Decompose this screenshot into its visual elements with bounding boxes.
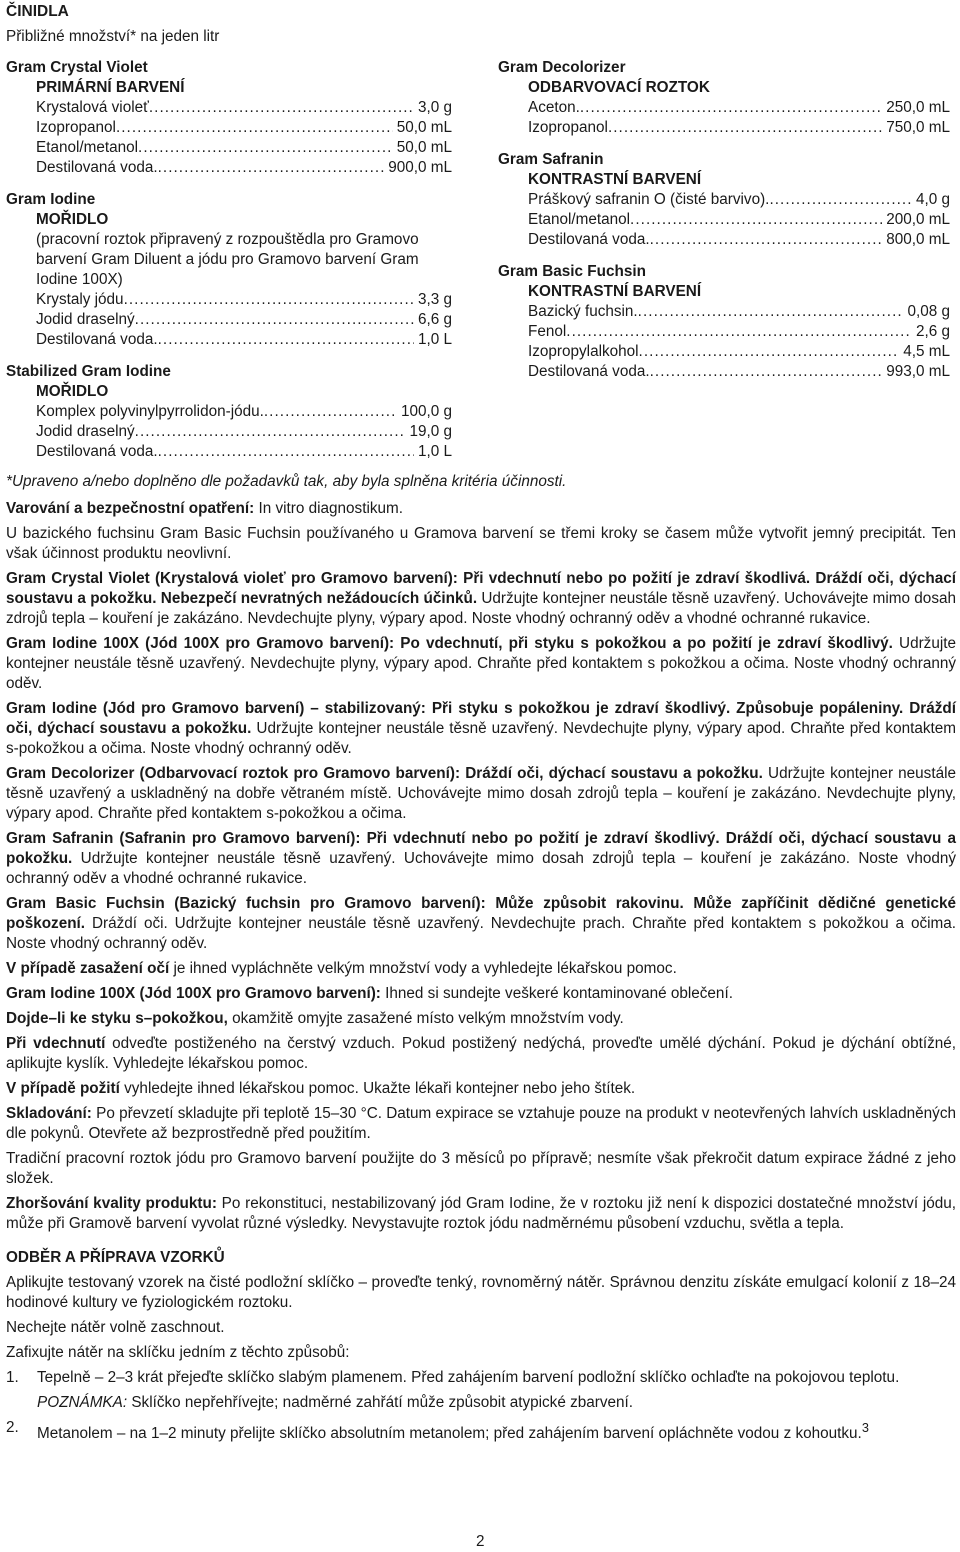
paragraph — [6, 499, 956, 519]
paragraph-text: Ihned si sundejte veškeré kontaminované oblečení. — [380, 985, 733, 1002]
paragraph: Nechejte nátěr volně zaschnout. — [6, 1319, 225, 1336]
ingredient-row — [6, 138, 452, 158]
ingredient-amount: 1,0 L — [417, 331, 452, 348]
ingredient-amount: 19,0 g — [409, 423, 452, 440]
paragraph — [6, 1034, 956, 1074]
paragraph-lead: Gram Crystal Violet (Krystalová violeť pro Gramovo barvení): Při vdechnutí nebo po požití je zdraví škodlivá. Dráždí oči, dýchací soustavu a pokožku. Nebezpečí nevratných nežádoucích účinků. — [6, 570, 956, 607]
footnote: *Upraveno a/nebo doplněno dle požadavků tak, aby byla splněna kritéria účinnosti. — [6, 473, 567, 490]
paragraph-text: Udržujte kontejner neustále těsně uzavřený. Uchovávejte mimo dosah zdrojů tepla – kouření je zakázáno. Noste vhodný ochranný oděv a vhodné ochranné rukavice. — [6, 850, 956, 887]
reagent-role: PRIMÁRNÍ BARVENÍ — [36, 79, 185, 96]
ingredient-amount: 200,0 mL — [886, 211, 950, 228]
section-heading-reagents: ČINIDLA — [6, 3, 69, 20]
document-page — [6, 0, 956, 1552]
paragraph — [6, 699, 956, 759]
list-number: 2. — [6, 1419, 19, 1436]
ingredient-amount: 4,0 g — [915, 191, 950, 208]
ingredient-label: Jodid draselný — [36, 311, 135, 328]
ingredient-amount: 993,0 mL — [886, 363, 950, 380]
reagent-role: KONTRASTNÍ BARVENÍ — [528, 171, 702, 188]
paragraph-lead: Zhoršování kvality produktu: — [6, 1195, 217, 1212]
paragraph-lead: Dojde–li ke styku s–pokožkou, — [6, 1010, 228, 1027]
ingredient-amount: 900,0 mL — [388, 159, 452, 176]
paragraph — [6, 764, 956, 824]
ingredient-amount: 0,08 g — [907, 303, 950, 320]
ingredient-label: Aceton. — [528, 99, 580, 116]
dot-leader — [158, 330, 414, 350]
ingredient-label: Komplex polyvinylpyrrolidon-jódu. — [36, 403, 264, 420]
ingredient-amount: 250,0 mL — [886, 99, 950, 116]
dot-leader — [650, 362, 883, 382]
reagent-group — [498, 58, 950, 138]
reagent-name: Gram Crystal Violet — [6, 59, 148, 76]
ingredient-row — [6, 158, 452, 178]
ingredient-label: Bazický fuchsin. — [528, 303, 638, 320]
dot-leader — [650, 230, 883, 250]
ingredient-label: Destilovaná voda. — [36, 159, 158, 176]
list-item — [6, 1418, 956, 1444]
paragraph-text: U bazického fuchsinu Gram Basic Fuchsin používaného u Gramova barvení se třemi kroky se časem může vytvořit jemný precipitát. Ten však účinnost produktu neovlivní. — [6, 525, 956, 562]
paragraph — [6, 1149, 956, 1189]
paragraph-text: Udržujte kontejner neustále těsně uzavřený. Nevdechujte plyny, výpary apod. Chraňte před kontaktem s pokožkou a očima. Noste vhodný ochranný oděv. — [6, 635, 956, 692]
ingredient-row — [6, 422, 452, 442]
ingredient-row — [6, 290, 452, 310]
list-text-body: Metanolem – na 1–2 minuty přelijte sklíčko absolutním metanolem; před zahájením barvení opláchněte vodou z kohoutku. — [37, 1425, 862, 1443]
ingredient-row — [6, 310, 452, 330]
reagent-note: (pracovní roztok připravený z rozpouštědla pro Gramovo barvení Gram Diluent a jódu pro Gramovo barvení Gram Iodine 100X) — [36, 231, 419, 288]
list-note — [6, 1393, 956, 1413]
ingredient-label: Destilovaná voda. — [528, 231, 650, 248]
paragraph-lead: V případě zasažení očí — [6, 960, 170, 977]
ingredient-amount: 50,0 mL — [396, 119, 452, 136]
reagent-role: ODBARVOVACÍ ROZTOK — [528, 79, 710, 96]
reference-superscript: 3 — [861, 1420, 869, 1435]
paragraph-lead: Skladování: — [6, 1105, 92, 1122]
list-number: 1. — [6, 1369, 19, 1386]
reagent-name: Gram Basic Fuchsin — [498, 263, 646, 280]
paragraph-lead: Gram Iodine 100X (Jód 100X pro Gramovo barvení): Po vdechnutí, při styku s pokožkou a po požití je zdraví škodlivý. — [6, 635, 893, 652]
dot-leader — [158, 158, 385, 178]
paragraph — [6, 1194, 956, 1234]
note-text: Sklíčko nepřehřívejte; nadměrné zahřátí může způsobit atypické zbarvení. — [127, 1394, 633, 1411]
paragraph — [6, 984, 956, 1004]
paragraph — [6, 1009, 956, 1029]
paragraph-text: Po převzetí skladujte při teplotě 15–30 °C. Datum expirace se vztahuje pouze na produkt v neotevřených lahvích uskladněných dle pokynů. Otevřete až bezprostředně před použitím. — [6, 1105, 956, 1142]
paragraph-text: Tradiční pracovní roztok jódu pro Gramovo barvení použijte do 3 měsíců po přípravě; nesmíte však překročit datum expirace žádné z jeho složek. — [6, 1150, 956, 1187]
paragraph-lead: Varování a bezpečnostní opatření: — [6, 500, 255, 517]
ingredient-row — [6, 330, 452, 350]
dot-leader — [580, 98, 882, 118]
dot-leader — [124, 290, 414, 310]
ingredient-amount: 6,6 g — [417, 311, 452, 328]
ingredient-label: Destilovaná voda. — [528, 363, 650, 380]
quantity-subtitle: Přibližné množství* na jeden litr — [6, 28, 220, 45]
reagent-name: Gram Iodine — [6, 191, 96, 208]
list-item — [6, 1368, 956, 1388]
ingredient-row — [498, 362, 950, 382]
paragraph-lead: Gram Decolorizer (Odbarvovací roztok pro Gramovo barvení): Dráždí oči, dýchací soustavu a pokožku. — [6, 765, 763, 782]
reagent-group — [6, 58, 452, 178]
reagent-name: Stabilized Gram Iodine — [6, 363, 171, 380]
dot-leader — [566, 322, 912, 342]
ingredient-row — [498, 98, 950, 118]
dot-leader — [608, 118, 882, 138]
paragraph — [6, 894, 956, 954]
reagents-right-column — [498, 58, 950, 394]
paragraph: Zafixujte nátěr na sklíčku jedním z těchto způsobů: — [6, 1344, 350, 1361]
reagent-name: Gram Decolorizer — [498, 59, 626, 76]
paragraph: Aplikujte testovaný vzorek na čisté podložní sklíčko – proveďte tenký, rovnoměrný nátěr. Správnou denzitu získáte emulgací kolonií z 18–24 hodinové kultury ve fyziologickém roztoku. — [6, 1274, 956, 1311]
ingredient-row — [498, 190, 950, 210]
ingredient-row — [498, 118, 950, 138]
paragraph — [6, 524, 956, 564]
ingredient-label: Izopropylalkohol — [528, 343, 639, 360]
ingredient-amount: 1,0 L — [417, 443, 452, 460]
ingredient-amount: 100,0 g — [400, 403, 452, 420]
dot-leader — [639, 342, 900, 362]
ingredient-amount: 4,5 mL — [903, 343, 950, 360]
ingredient-label: Fenol — [528, 323, 567, 340]
paragraph-text: Udržujte kontejner neustále těsně uzavřený. Nevdechujte plyny, výpary apod. Chraňte před kontaktem s-pokožkou a očima. Noste vhodný ochranný oděv. — [6, 720, 956, 757]
paragraph-text: vyhledejte ihned lékařskou pomoc. Ukažte lékaři kontejner nebo jeho štítek. — [119, 1080, 636, 1097]
dot-leader — [638, 302, 904, 322]
ingredient-row — [6, 118, 452, 138]
ingredient-amount: 2,6 g — [915, 323, 950, 340]
ingredient-label: Izopropanol — [528, 119, 608, 136]
page-number: 2 — [476, 1533, 485, 1550]
paragraph-lead: Při vdechnutí — [6, 1035, 106, 1052]
dot-leader — [769, 190, 912, 210]
list-text: Tepelně – 2–3 krát přejeďte sklíčko slabým plamenem. Před zahájením barvení podložní sklíčko ochlaďte na pokojovou teplotu. — [37, 1369, 900, 1386]
reagent-group — [6, 362, 452, 462]
ingredient-row — [498, 302, 950, 322]
paragraph-text: odveďte postiženého na čerstvý vzduch. Pokud postižený nedýchá, proveďte umělé dýchání. Pokud je dýchání obtížné, aplikujte kyslík. Vyhledejte lékařskou pomoc. — [6, 1035, 956, 1072]
note-label: POZNÁMKA: — [37, 1394, 128, 1411]
paragraph-lead: Gram Iodine 100X (Jód 100X pro Gramovo barvení): — [6, 985, 381, 1002]
paragraph — [6, 1079, 956, 1099]
section-heading-specimen: ODBĚR A PŘÍPRAVA VZORKŮ — [6, 1249, 225, 1266]
ingredient-label: Krystaly jódu — [36, 291, 124, 308]
ingredient-label: Jodid draselný — [36, 423, 135, 440]
reagent-group — [6, 190, 452, 350]
paragraph-text: Udržujte kontejner neustále těsně uzavřený a uskladněný na dobře větraném místě. Uchovávejte mimo dosah zdrojů tepla – kouření je zakázáno. Nevdechujte plyny, výpary apod. Chraňte před kontaktem s-pokožkou a očima. — [6, 765, 956, 822]
ingredient-label: Destilovaná voda. — [36, 443, 158, 460]
dot-leader — [135, 422, 406, 442]
ingredient-label: Destilovaná voda. — [36, 331, 158, 348]
reagents-left-column — [6, 58, 452, 474]
paragraph — [6, 634, 956, 694]
reagent-role: MOŘIDLO — [36, 383, 109, 400]
paragraph-text: In vitro diagnostikum. — [254, 500, 404, 517]
paragraph-text: Dráždí oči. Udržujte kontejner neustále těsně uzavřený. Nevdechujte prach. Chraňte před kontaktem s pokožkou a očima. Noste vhodný ochranný oděv. — [6, 915, 956, 952]
reagent-role: KONTRASTNÍ BARVENÍ — [528, 283, 702, 300]
reagent-name: Gram Safranin — [498, 151, 604, 168]
dot-leader — [158, 442, 414, 462]
ingredient-amount: 3,0 g — [417, 99, 452, 116]
ingredient-label: Etanol/metanol — [36, 139, 139, 156]
paragraph — [6, 959, 956, 979]
ingredient-row — [6, 402, 452, 422]
paragraph — [6, 569, 956, 629]
safety-body — [6, 499, 956, 1449]
ingredient-label: Práškový safranin O (čisté barvivo). — [528, 191, 770, 208]
ingredient-label: Etanol/metanol — [528, 211, 631, 228]
reagent-role: MOŘIDLO — [36, 211, 109, 228]
ingredient-row — [498, 322, 950, 342]
dot-leader — [116, 118, 393, 138]
ingredient-row — [6, 442, 452, 462]
reagent-group — [498, 262, 950, 382]
paragraph-lead: V případě požití — [6, 1080, 120, 1097]
ingredient-row — [6, 98, 452, 118]
reagent-group — [498, 150, 950, 250]
paragraph-text: Po rekonstituci, nestabilizovaný jód Gram Iodine, že v roztoku již není k dispozici dostatečné množství jódu, může při Gramově barvení vyvolat různé výsledky. Nevystavujte roztok jódu nadměrnému působení vzduchu, světla a tepla. — [6, 1195, 956, 1232]
ingredient-row — [498, 230, 950, 250]
ingredient-label: Izopropanol — [36, 119, 116, 136]
ingredient-amount: 800,0 mL — [886, 231, 950, 248]
paragraph-text: je ihned vypláchněte velkým množství vody a vyhledejte lékařskou pomoc. — [169, 960, 677, 977]
paragraph-text: Udržujte kontejner neustále těsně uzavřený. Uchovávejte mimo dosah zdrojů tepla – kouření je zakázáno. Nevdechujte plyny, výpary apod. Noste vhodný ochranný oděv a vhodné ochranné rukavice. — [6, 590, 956, 627]
ingredient-row — [498, 210, 950, 230]
dot-leader — [630, 210, 882, 230]
ingredient-amount: 3,3 g — [417, 291, 452, 308]
ingredient-label: Krystalová violeť — [36, 99, 149, 116]
paragraph-text: okamžitě omyjte zasažené místo velkým množstvím vody. — [227, 1010, 624, 1027]
paragraph — [6, 829, 956, 889]
paragraph-lead: Gram Basic Fuchsin (Bazický fuchsin pro Gramovo barvení): Může způsobit rakovinu. Může zapříčinit dědičné genetické poškození. — [6, 895, 956, 932]
ingredient-row — [498, 342, 950, 362]
paragraph — [6, 1104, 956, 1144]
dot-leader — [149, 98, 414, 118]
paragraph-lead: Gram Safranin (Safranin pro Gramovo barvení): Při vdechnutí nebo po požití je zdraví škodlivý. Dráždí oči, dýchací soustavu a pokožku. — [6, 830, 956, 867]
ingredient-amount: 750,0 mL — [886, 119, 950, 136]
ingredient-amount: 50,0 mL — [396, 139, 452, 156]
list-text — [37, 1418, 956, 1444]
dot-leader — [138, 138, 393, 158]
dot-leader — [264, 402, 397, 422]
paragraph-lead: Gram Iodine (Jód pro Gramovo barvení) – stabilizovaný: Při styku s pokožkou je zdraví škodlivý. Způsobuje popáleniny. Dráždí oči, dýchací soustavu a pokožku. — [6, 700, 956, 737]
dot-leader — [135, 310, 414, 330]
